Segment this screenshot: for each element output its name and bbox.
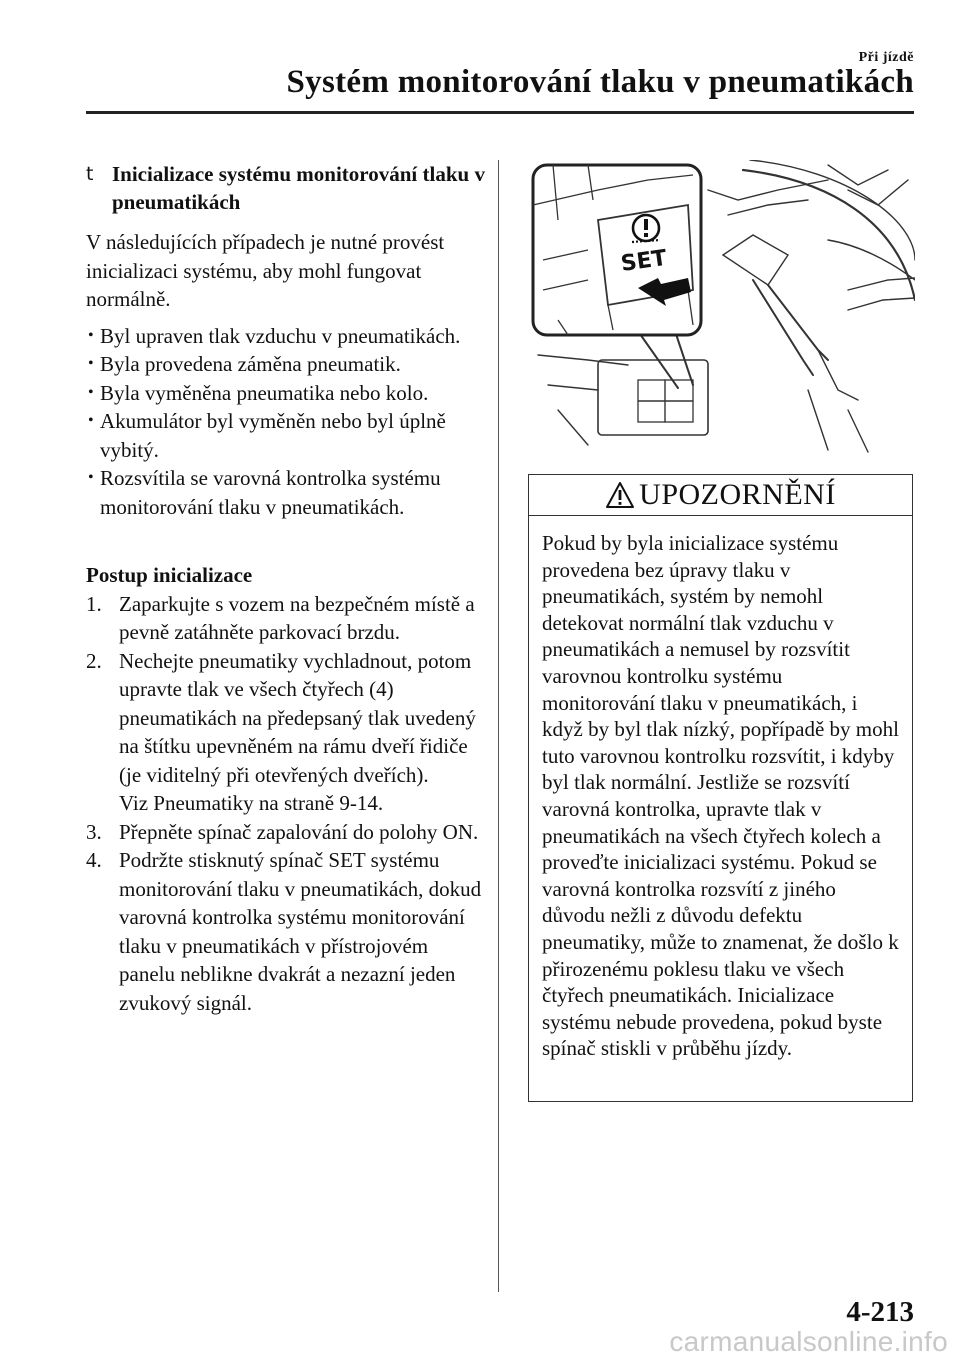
step-text: Přepněte spínač zapalování do polohy ON. xyxy=(119,819,479,844)
list-item-text: Byla provedena záměna pneumatik. xyxy=(100,352,401,376)
step-text: Nechejte pneumatiky vychladnout, potom upravte tlak ve všech čtyřech (4) pneumatikách na předepsaný tlak uvedený na štítku upevněném na rámu dveří řidiče (je viditelný při otevřených dveřích). xyxy=(119,648,476,787)
step-text: Podržte stisknutý spínač SET systému monitorování tlaku v pneumatikách, dokud varovná kontrolka systému monitorování tlaku v pneumatikách v přístrojovém panelu neblikne dvakrát a nezazní jeden zvukový signál. xyxy=(119,848,482,1015)
right-column xyxy=(528,160,915,455)
list-item xyxy=(86,464,486,521)
step-item xyxy=(86,647,486,818)
page-title: Systém monitorování tlaku v pneumatikách xyxy=(286,64,914,100)
step-number: 1. xyxy=(86,591,102,616)
step-reference: Viz Pneumatiky na straně 9-14. xyxy=(119,791,384,815)
set-button-label: SET xyxy=(619,245,669,277)
section-heading-text: Inicializace systému monitorování tlaku v pneumatikách xyxy=(112,162,485,214)
list-item-text: Byl upraven tlak vzduchu v pneumatikách. xyxy=(100,323,461,348)
step-number: 3. xyxy=(86,819,102,844)
intro-paragraph: V následujících případech je nutné provést inicializaci systému, aby mohl fungovat normálně. xyxy=(86,230,445,311)
procedure-steps xyxy=(86,590,486,1018)
bullet-icon: • xyxy=(88,326,94,344)
list-item xyxy=(86,322,486,351)
list-item-text: Rozsvítila se varovná kontrolka systému monitorování tlaku v pneumatikách. xyxy=(100,466,441,519)
list-item-text: Akumulátor byl vyměněn nebo byl úplně vybitý. xyxy=(100,409,446,462)
bullet-icon: • xyxy=(88,469,94,486)
procedure-title: Postup inicializace xyxy=(86,563,253,587)
list-item xyxy=(86,407,486,464)
warning-triangle-icon xyxy=(605,481,635,509)
list-item xyxy=(86,350,486,379)
watermark: carmanualsonline.info xyxy=(669,1326,948,1357)
bullet-icon: • xyxy=(88,355,94,372)
header-divider xyxy=(86,111,914,114)
tpms-set-switch-illustration xyxy=(528,160,915,455)
condition-list xyxy=(86,322,486,522)
step-number: 4. xyxy=(86,848,102,872)
caution-header xyxy=(529,475,912,516)
step-item xyxy=(86,818,486,847)
header-section-label: Při jízdě xyxy=(858,50,914,65)
step-item xyxy=(86,590,486,647)
list-item-text: Byla vyměněna pneumatika nebo kolo. xyxy=(100,380,429,405)
step-item xyxy=(86,846,486,1017)
section-marker-icon: t xyxy=(86,163,94,185)
caution-box xyxy=(528,474,913,1102)
page-number: 4-213 xyxy=(846,1296,914,1328)
step-text: Zaparkujte s vozem na bezpečném místě a pevně zatáhněte parkovací brzdu. xyxy=(119,591,475,644)
dashboard-illustration xyxy=(528,160,915,455)
bullet-icon: • xyxy=(88,412,94,429)
bullet-icon: • xyxy=(88,383,94,401)
left-column xyxy=(86,160,486,1017)
caution-text: Pokud by byla inicializace systému provedena bez úpravy tlaku v pneumatikách, systém by nemohl detekovat normální tlak vzduchu v pneumatikách a nemusel by rozsvítit varovnou kontrolku systému monitorování tlaku v pneumatikách, i když by byl tlak nízký, popřípadě by mohl tuto varovnou kontrolku rozsvítit, i kdyby byl tlak normální. Jestliže se rozsvítí varovná kontrolka, upravte tlak v pneumatikách na všech čtyřech kolech a proveďte inicializaci systému. Pokud se varovná kontrolka rozsvítí z jiného důvodu nežli z důvodu defektu pneumatiky, může to znamenat, že došlo k přirozenému poklesu tlaku ve všech čtyřech pneumatikách. Inicializace systému nebude provedena, pokud byste spínač stiskli v průběhu jízdy. xyxy=(542,531,899,1061)
caution-title: UPOZORNĚNÍ xyxy=(639,478,836,511)
list-item xyxy=(86,379,486,408)
section-heading xyxy=(86,160,486,216)
step-number: 2. xyxy=(86,648,102,673)
column-divider xyxy=(498,160,499,1292)
